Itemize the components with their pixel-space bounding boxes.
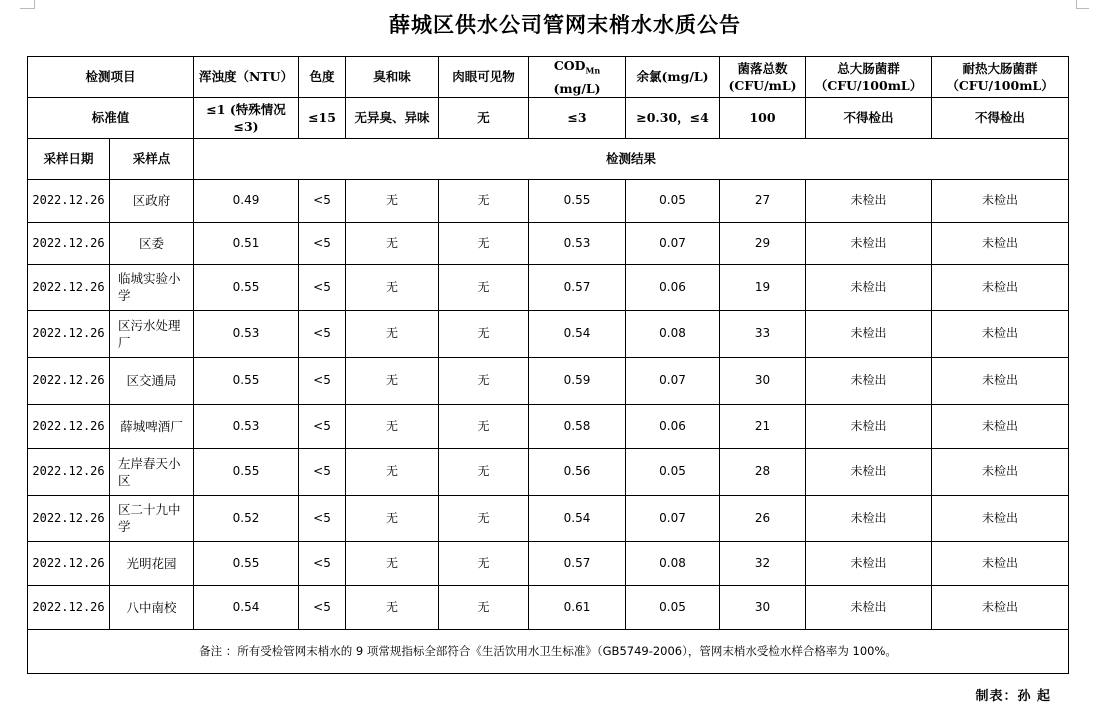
bacteria-value: 30	[720, 585, 806, 629]
table-row	[28, 448, 1069, 495]
standard-color: ≤15	[299, 97, 346, 138]
cod-value: 0.58	[529, 404, 626, 448]
visible-value: 无	[439, 585, 529, 629]
standard-thermo-coliform: 不得检出	[932, 97, 1069, 138]
sample-date: 2022.12.26	[28, 179, 110, 222]
visible-value: 无	[439, 310, 529, 357]
visible-value: 无	[439, 179, 529, 222]
header-cod	[529, 57, 626, 98]
thermo-coliform-value: 未检出	[932, 585, 1069, 629]
thermo-coliform-value: 未检出	[932, 541, 1069, 585]
page-corner-mark-right	[1076, 0, 1089, 9]
table-row	[28, 357, 1069, 404]
header-chlorine: 余氯(mg/L)	[626, 57, 720, 98]
sample-date: 2022.12.26	[28, 495, 110, 541]
chlorine-value: 0.06	[626, 404, 720, 448]
visible-value: 无	[439, 541, 529, 585]
color-value: <5	[299, 310, 346, 357]
sample-date: 2022.12.26	[28, 310, 110, 357]
standard-cod: ≤3	[529, 97, 626, 138]
turbidity-value: 0.54	[194, 585, 299, 629]
color-value: <5	[299, 222, 346, 264]
visible-value: 无	[439, 264, 529, 310]
header-thermo-coliform: 耐热大肠菌群 （CFU/100mL）	[932, 57, 1069, 98]
color-value: <5	[299, 541, 346, 585]
thermo-coliform-value: 未检出	[932, 495, 1069, 541]
coliform-value: 未检出	[806, 310, 932, 357]
odor-value: 无	[346, 495, 439, 541]
cod-value: 0.53	[529, 222, 626, 264]
header-bacteria: 菌落总数 (CFU/mL)	[720, 57, 806, 98]
turbidity-value: 0.55	[194, 448, 299, 495]
odor-value: 无	[346, 264, 439, 310]
thermo-coliform-value: 未检出	[932, 222, 1069, 264]
table-row	[28, 495, 1069, 541]
header-row	[28, 57, 1069, 98]
standard-turbidity: ≤1 (特殊情况≤3)	[194, 97, 299, 138]
bacteria-value: 26	[720, 495, 806, 541]
thermo-coliform-value: 未检出	[932, 404, 1069, 448]
sample-place: 区污水处理厂	[110, 310, 194, 357]
turbidity-value: 0.55	[194, 541, 299, 585]
sample-date: 2022.12.26	[28, 585, 110, 629]
cod-value: 0.57	[529, 264, 626, 310]
odor-value: 无	[346, 541, 439, 585]
header-sample-date: 采样日期	[28, 138, 110, 179]
page-title: 薛城区供水公司管网末梢水水质公告	[389, 12, 741, 37]
header-sample-place: 采样点	[110, 138, 194, 179]
table-row	[28, 404, 1069, 448]
table-maker: 制表：孙 起	[975, 689, 1051, 704]
odor-value: 无	[346, 585, 439, 629]
chlorine-value: 0.07	[626, 357, 720, 404]
sample-date: 2022.12.26	[28, 222, 110, 264]
odor-value: 无	[346, 357, 439, 404]
sample-date: 2022.12.26	[28, 448, 110, 495]
thermo-coliform-value: 未检出	[932, 357, 1069, 404]
visible-value: 无	[439, 404, 529, 448]
sample-date: 2022.12.26	[28, 541, 110, 585]
turbidity-value: 0.55	[194, 357, 299, 404]
odor-value: 无	[346, 448, 439, 495]
header-cod-unit: (mg/L)	[553, 80, 601, 96]
chlorine-value: 0.06	[626, 264, 720, 310]
sample-place: 区政府	[110, 179, 194, 222]
header-turbidity: 浑浊度（NTU）	[194, 57, 299, 98]
cod-value: 0.54	[529, 495, 626, 541]
odor-value: 无	[346, 222, 439, 264]
sample-date: 2022.12.26	[28, 357, 110, 404]
water-quality-table	[27, 56, 1069, 674]
header-coliform: 总大肠菌群 （CFU/100mL）	[806, 57, 932, 98]
header-visible: 肉眼可见物	[439, 57, 529, 98]
bacteria-value: 30	[720, 357, 806, 404]
bacteria-value: 19	[720, 264, 806, 310]
color-value: <5	[299, 179, 346, 222]
bacteria-value: 33	[720, 310, 806, 357]
sample-place: 薛城啤酒厂	[110, 404, 194, 448]
visible-value: 无	[439, 495, 529, 541]
coliform-value: 未检出	[806, 404, 932, 448]
standard-chlorine: ≥0.30，≤4	[626, 97, 720, 138]
coliform-value: 未检出	[806, 222, 932, 264]
turbidity-value: 0.52	[194, 495, 299, 541]
bacteria-value: 27	[720, 179, 806, 222]
thermo-coliform-value: 未检出	[932, 264, 1069, 310]
table-row	[28, 264, 1069, 310]
chlorine-value: 0.08	[626, 310, 720, 357]
color-value: <5	[299, 357, 346, 404]
header-item: 检测项目	[28, 57, 194, 98]
table-row	[28, 585, 1069, 629]
cod-value: 0.54	[529, 310, 626, 357]
turbidity-value: 0.53	[194, 404, 299, 448]
sample-place: 光明花园	[110, 541, 194, 585]
sample-place: 左岸春天小区	[110, 448, 194, 495]
visible-value: 无	[439, 222, 529, 264]
chlorine-value: 0.05	[626, 585, 720, 629]
color-value: <5	[299, 495, 346, 541]
thermo-coliform-value: 未检出	[932, 179, 1069, 222]
visible-value: 无	[439, 357, 529, 404]
coliform-value: 未检出	[806, 495, 932, 541]
note-row	[28, 629, 1069, 673]
header-odor: 臭和味	[346, 57, 439, 98]
table-row	[28, 541, 1069, 585]
standard-bacteria: 100	[720, 97, 806, 138]
standard-label: 标准值	[28, 97, 194, 138]
cod-value: 0.59	[529, 357, 626, 404]
chlorine-value: 0.05	[626, 448, 720, 495]
result-header-row	[28, 138, 1069, 179]
standard-row	[28, 97, 1069, 138]
turbidity-value: 0.55	[194, 264, 299, 310]
sample-place: 区委	[110, 222, 194, 264]
bacteria-value: 32	[720, 541, 806, 585]
note-text: 备注 ：所有受检管网末梢水的 9 项常规指标全部符合《生活饮用水卫生标准》（GB5749-2006），管网末梢水受检水样合格率为 100%。	[28, 629, 1069, 673]
header-cod-label: $COD_{Mn}$	[553, 58, 601, 76]
visible-value: 无	[439, 448, 529, 495]
bacteria-value: 29	[720, 222, 806, 264]
sample-place: 区二十九中学	[110, 495, 194, 541]
table-row	[28, 222, 1069, 264]
color-value: <5	[299, 585, 346, 629]
chlorine-value: 0.05	[626, 179, 720, 222]
bacteria-value: 28	[720, 448, 806, 495]
thermo-coliform-value: 未检出	[932, 310, 1069, 357]
odor-value: 无	[346, 179, 439, 222]
cod-value: 0.56	[529, 448, 626, 495]
standard-coliform: 不得检出	[806, 97, 932, 138]
page-corner-mark-left	[20, 0, 35, 9]
sample-place: 临城实验小学	[110, 264, 194, 310]
color-value: <5	[299, 448, 346, 495]
turbidity-value: 0.51	[194, 222, 299, 264]
sample-place: 区交通局	[110, 357, 194, 404]
cod-value: 0.61	[529, 585, 626, 629]
thermo-coliform-value: 未检出	[932, 448, 1069, 495]
odor-value: 无	[346, 310, 439, 357]
coliform-value: 未检出	[806, 585, 932, 629]
coliform-value: 未检出	[806, 179, 932, 222]
chlorine-value: 0.07	[626, 495, 720, 541]
odor-value: 无	[346, 404, 439, 448]
sample-place: 八中南校	[110, 585, 194, 629]
color-value: <5	[299, 404, 346, 448]
coliform-value: 未检出	[806, 448, 932, 495]
table-row	[28, 310, 1069, 357]
coliform-value: 未检出	[806, 264, 932, 310]
sample-date: 2022.12.26	[28, 404, 110, 448]
turbidity-value: 0.53	[194, 310, 299, 357]
cod-value: 0.57	[529, 541, 626, 585]
standard-visible: 无	[439, 97, 529, 138]
bacteria-value: 21	[720, 404, 806, 448]
sample-date: 2022.12.26	[28, 264, 110, 310]
chlorine-value: 0.08	[626, 541, 720, 585]
chlorine-value: 0.07	[626, 222, 720, 264]
header-color: 色度	[299, 57, 346, 98]
coliform-value: 未检出	[806, 541, 932, 585]
table-row	[28, 179, 1069, 222]
cod-value: 0.55	[529, 179, 626, 222]
color-value: <5	[299, 264, 346, 310]
coliform-value: 未检出	[806, 357, 932, 404]
header-results: 检测结果	[194, 138, 1069, 179]
turbidity-value: 0.49	[194, 179, 299, 222]
standard-odor: 无异臭、异味	[346, 97, 439, 138]
